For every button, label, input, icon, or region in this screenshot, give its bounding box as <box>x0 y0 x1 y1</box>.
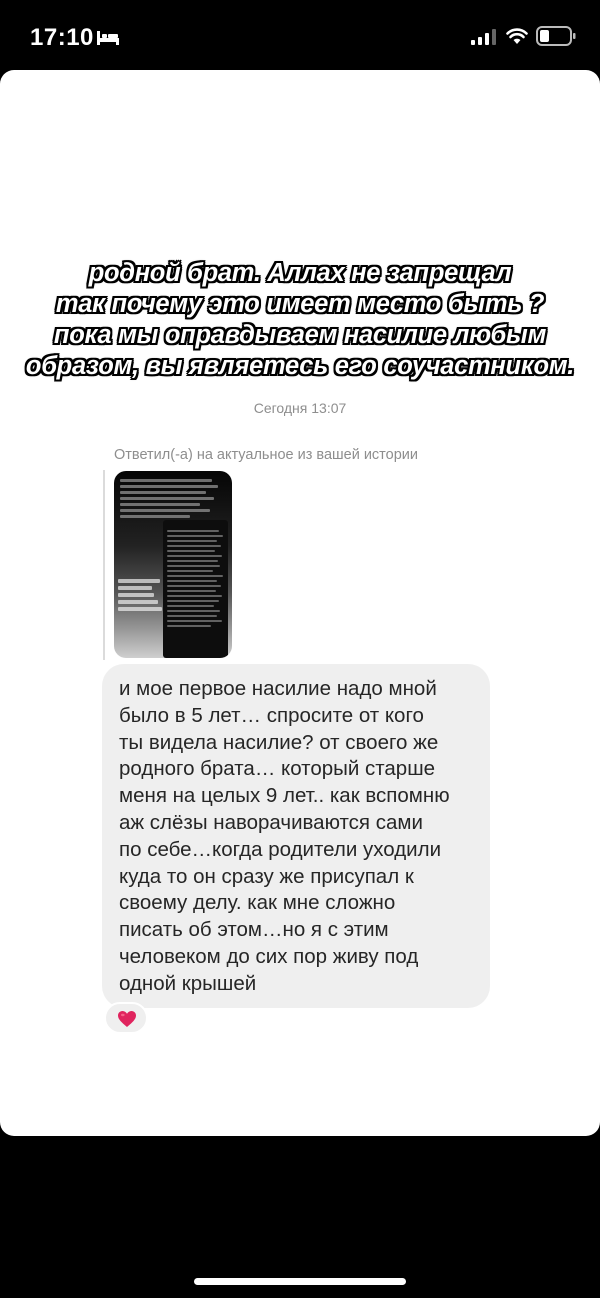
story-caption-line: пока мы оправдываем насилие любым <box>53 321 547 349</box>
reply-context-label: Ответил(-а) на актуальное из вашей истории <box>114 447 418 463</box>
story-thumbnail-large-text <box>118 579 164 614</box>
message-text-line: писать об этом…но я с этим <box>119 918 389 942</box>
status-time: 17:10 <box>30 24 94 51</box>
message-text-line: ты видела насилие? от своего же <box>119 730 439 754</box>
message-text-line: родного брата… который старше <box>119 757 436 781</box>
message-timestamp: Сегодня 13:07 <box>253 400 347 416</box>
status-bar <box>0 0 600 70</box>
message-text-line: человеком до сих пор живу под <box>119 944 419 968</box>
message-text-line: одной крышей <box>119 971 257 995</box>
bed-icon <box>96 29 120 47</box>
battery-icon <box>536 26 576 46</box>
story-caption-line: образом, вы являетесь его соучастником. <box>25 352 575 380</box>
story-thumbnail-screenshot <box>163 520 228 658</box>
dm-conversation-card <box>0 70 600 1136</box>
story-caption-line: так почему это имеет место быть ? <box>55 290 545 318</box>
story-caption-line: родной брат. Аллах не запрещал <box>88 259 512 287</box>
wifi-icon <box>506 27 528 45</box>
reply-indicator-bar <box>103 470 105 660</box>
message-text-line: аж слёзы наворачиваются сами <box>119 810 423 834</box>
story-thumbnail-text <box>120 479 224 521</box>
message-text-line: меня на целых 9 лет.. как вспомню <box>119 784 450 808</box>
message-text-line: своему делу. как мне сложно <box>119 891 396 915</box>
story-caption <box>20 258 580 382</box>
cellular-signal-icon <box>470 28 496 46</box>
message-text-line: по себе…когда родители уходили <box>119 837 442 861</box>
message-text-line: и мое первое насилие надо мной <box>119 677 437 700</box>
heart-icon <box>117 1010 137 1028</box>
home-indicator[interactable] <box>194 1278 406 1285</box>
message-bubble[interactable] <box>102 664 490 1008</box>
message-text-line: куда то он сразу же присупал к <box>119 864 414 888</box>
message-reaction[interactable] <box>104 1002 148 1034</box>
replied-story-thumbnail[interactable] <box>114 471 232 658</box>
message-text-line: было в 5 лет… спросите от кого <box>119 703 424 727</box>
